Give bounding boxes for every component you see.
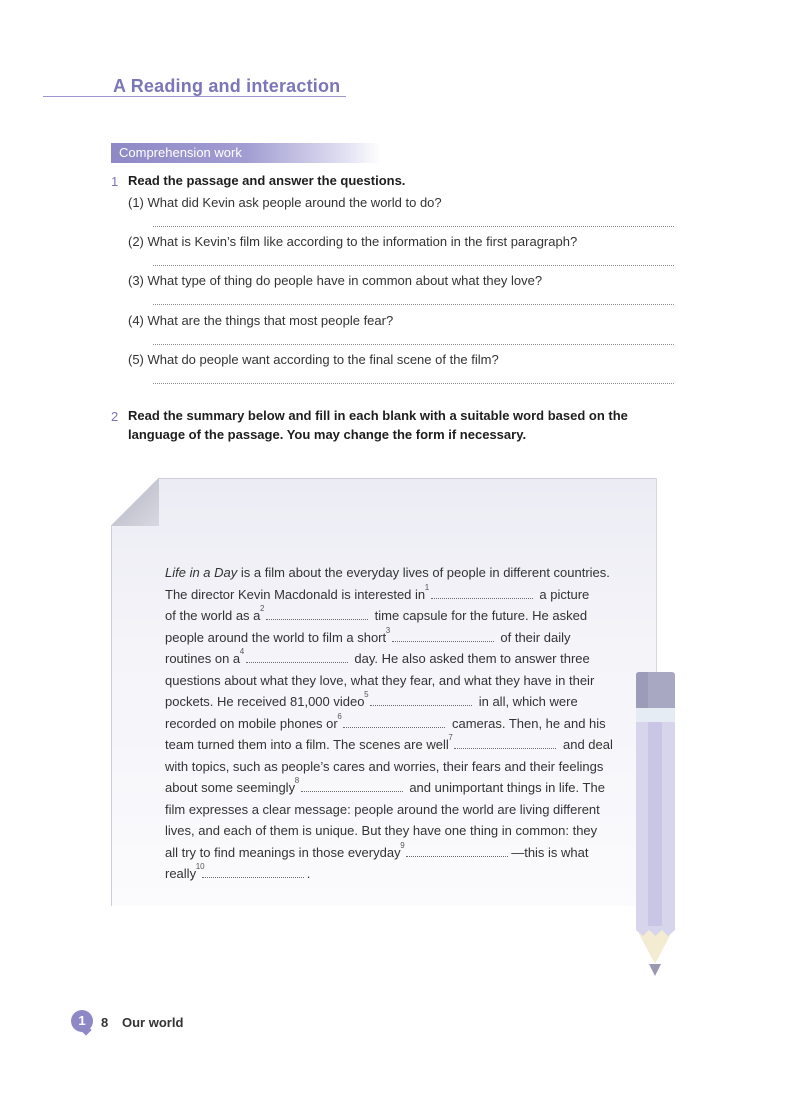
answer-line-5[interactable] [153, 383, 674, 384]
blank-8[interactable] [294, 776, 403, 792]
pencil-ferrule [636, 708, 675, 722]
summary-line [165, 734, 615, 756]
note-edge [159, 478, 656, 479]
summary-line [165, 799, 615, 821]
summary-text-run: a picture [539, 586, 590, 602]
unit-title: Our world [122, 1015, 184, 1030]
answer-line-3[interactable] [153, 304, 674, 305]
blank-number: 4 [239, 647, 245, 656]
summary-line [165, 648, 615, 670]
summary-line [165, 670, 615, 692]
blank-number: 10 [195, 862, 205, 871]
pencil-icon [636, 672, 675, 978]
blank-10[interactable] [195, 862, 304, 878]
sub-question-5: (5) What do people want according to the final scene of the film? [128, 352, 499, 367]
summary-text-run: The director Kevin Macdonald is interested in [165, 586, 426, 602]
summary-line [165, 756, 615, 778]
summary-text-run: with topics, such as people’s cares and worries, their fears and their feelings [165, 758, 604, 774]
unit-badge: 1 [71, 1010, 93, 1032]
question-2-heading-line-2: language of the passage. You may change the form if necessary. [128, 427, 527, 442]
summary-text-run: routines on a [165, 651, 241, 666]
note-fold-corner [111, 478, 159, 526]
pencil-body-shade [648, 722, 662, 928]
blank-number: 5 [364, 690, 369, 699]
answer-line-2[interactable] [153, 265, 674, 266]
section-divider [43, 96, 346, 97]
summary-text-run: people around the world to film a short [165, 629, 387, 645]
blank-number: 9 [400, 840, 405, 850]
summary-line [165, 562, 615, 584]
sub-question-3: (3) What type of thing do people have in common about what they love? [128, 273, 543, 288]
summary-text-run: . [306, 866, 311, 881]
sub-question-4: (4) What are the things that most people fear? [128, 313, 394, 328]
blank-6[interactable] [337, 711, 445, 728]
summary-text-run: recorded on mobile phones or [165, 715, 338, 731]
summary-text-run: in all, which were [478, 694, 578, 709]
summary-text-run: cameras. Then, he and his [451, 715, 606, 731]
question-1-heading: Read the passage and answer the questions. [128, 173, 406, 188]
page-number: 8 [101, 1015, 109, 1030]
sub-question-1: (1) What did Kevin ask people around the world to do? [128, 195, 442, 210]
section-title: A Reading and interaction [113, 76, 341, 96]
question-1-number: 1 [111, 174, 119, 189]
summary-line [165, 713, 615, 735]
blank-2[interactable] [260, 604, 368, 620]
summary-text-run: questions about what they love, what they fear, and what they have in their [165, 672, 595, 688]
summary-text-run: of the world as a [165, 608, 261, 623]
pencil-tip [649, 964, 661, 976]
summary-text-run: —this is what [511, 844, 589, 860]
blank-3[interactable] [385, 625, 494, 642]
blank-number: 2 [260, 604, 265, 613]
summary-text-run: and unimportant things in life. The [409, 780, 605, 795]
summary-text-run: lives, and each of them is unique. But they have one thing in common: they [165, 823, 598, 838]
blank-7[interactable] [448, 733, 556, 749]
summary-line [165, 691, 615, 713]
summary-text-run: really [165, 866, 197, 881]
summary-text-run: all try to find meanings in those everyday [165, 844, 401, 860]
summary-line [165, 627, 615, 649]
blank-1[interactable] [424, 582, 533, 599]
question-2-heading-line-1: Read the summary below and fill in each blank with a suitable word based on the [128, 408, 628, 423]
summary-line [165, 863, 615, 885]
blank-4[interactable] [239, 647, 348, 663]
summary-text-run: team turned them into a film. The scenes are well [165, 737, 449, 752]
blank-number: 1 [424, 582, 430, 592]
summary-text-run: about some seemingly [165, 780, 296, 795]
summary-text-run: time capsule for the future. He asked [374, 608, 588, 623]
note-edge [111, 526, 112, 906]
blank-number: 3 [385, 625, 391, 635]
summary-text-run: film expresses a clear message: people around the world are living different [165, 801, 600, 817]
summary-line [165, 820, 615, 842]
blank-9[interactable] [400, 840, 508, 857]
comprehension-banner: Comprehension work [111, 143, 381, 163]
pencil-zigzag [636, 926, 675, 938]
summary-text-run: is a film about the everyday lives of people in different countries. [237, 565, 610, 580]
summary-text-run: pockets. He received 81,000 video [165, 694, 365, 709]
summary-line [165, 584, 615, 606]
summary-line [165, 842, 615, 864]
blank-number: 6 [337, 711, 342, 721]
blank-number: 7 [448, 733, 453, 742]
answer-line-1[interactable] [153, 226, 674, 227]
pencil-eraser-shade [636, 672, 648, 708]
summary-line [165, 777, 615, 799]
summary-text-run: day. He also asked them to answer three [354, 651, 590, 666]
question-2-number: 2 [111, 409, 119, 424]
answer-line-4[interactable] [153, 344, 674, 345]
summary-text-run: of their daily [500, 629, 571, 645]
blank-5[interactable] [364, 690, 472, 706]
blank-number: 8 [294, 776, 300, 785]
film-title: Life in a Day [165, 565, 238, 580]
summary-text-run: and deal [562, 737, 613, 752]
sub-question-2: (2) What is Kevin’s film like according to the information in the first paragraph? [128, 234, 578, 249]
summary-text [165, 562, 615, 885]
